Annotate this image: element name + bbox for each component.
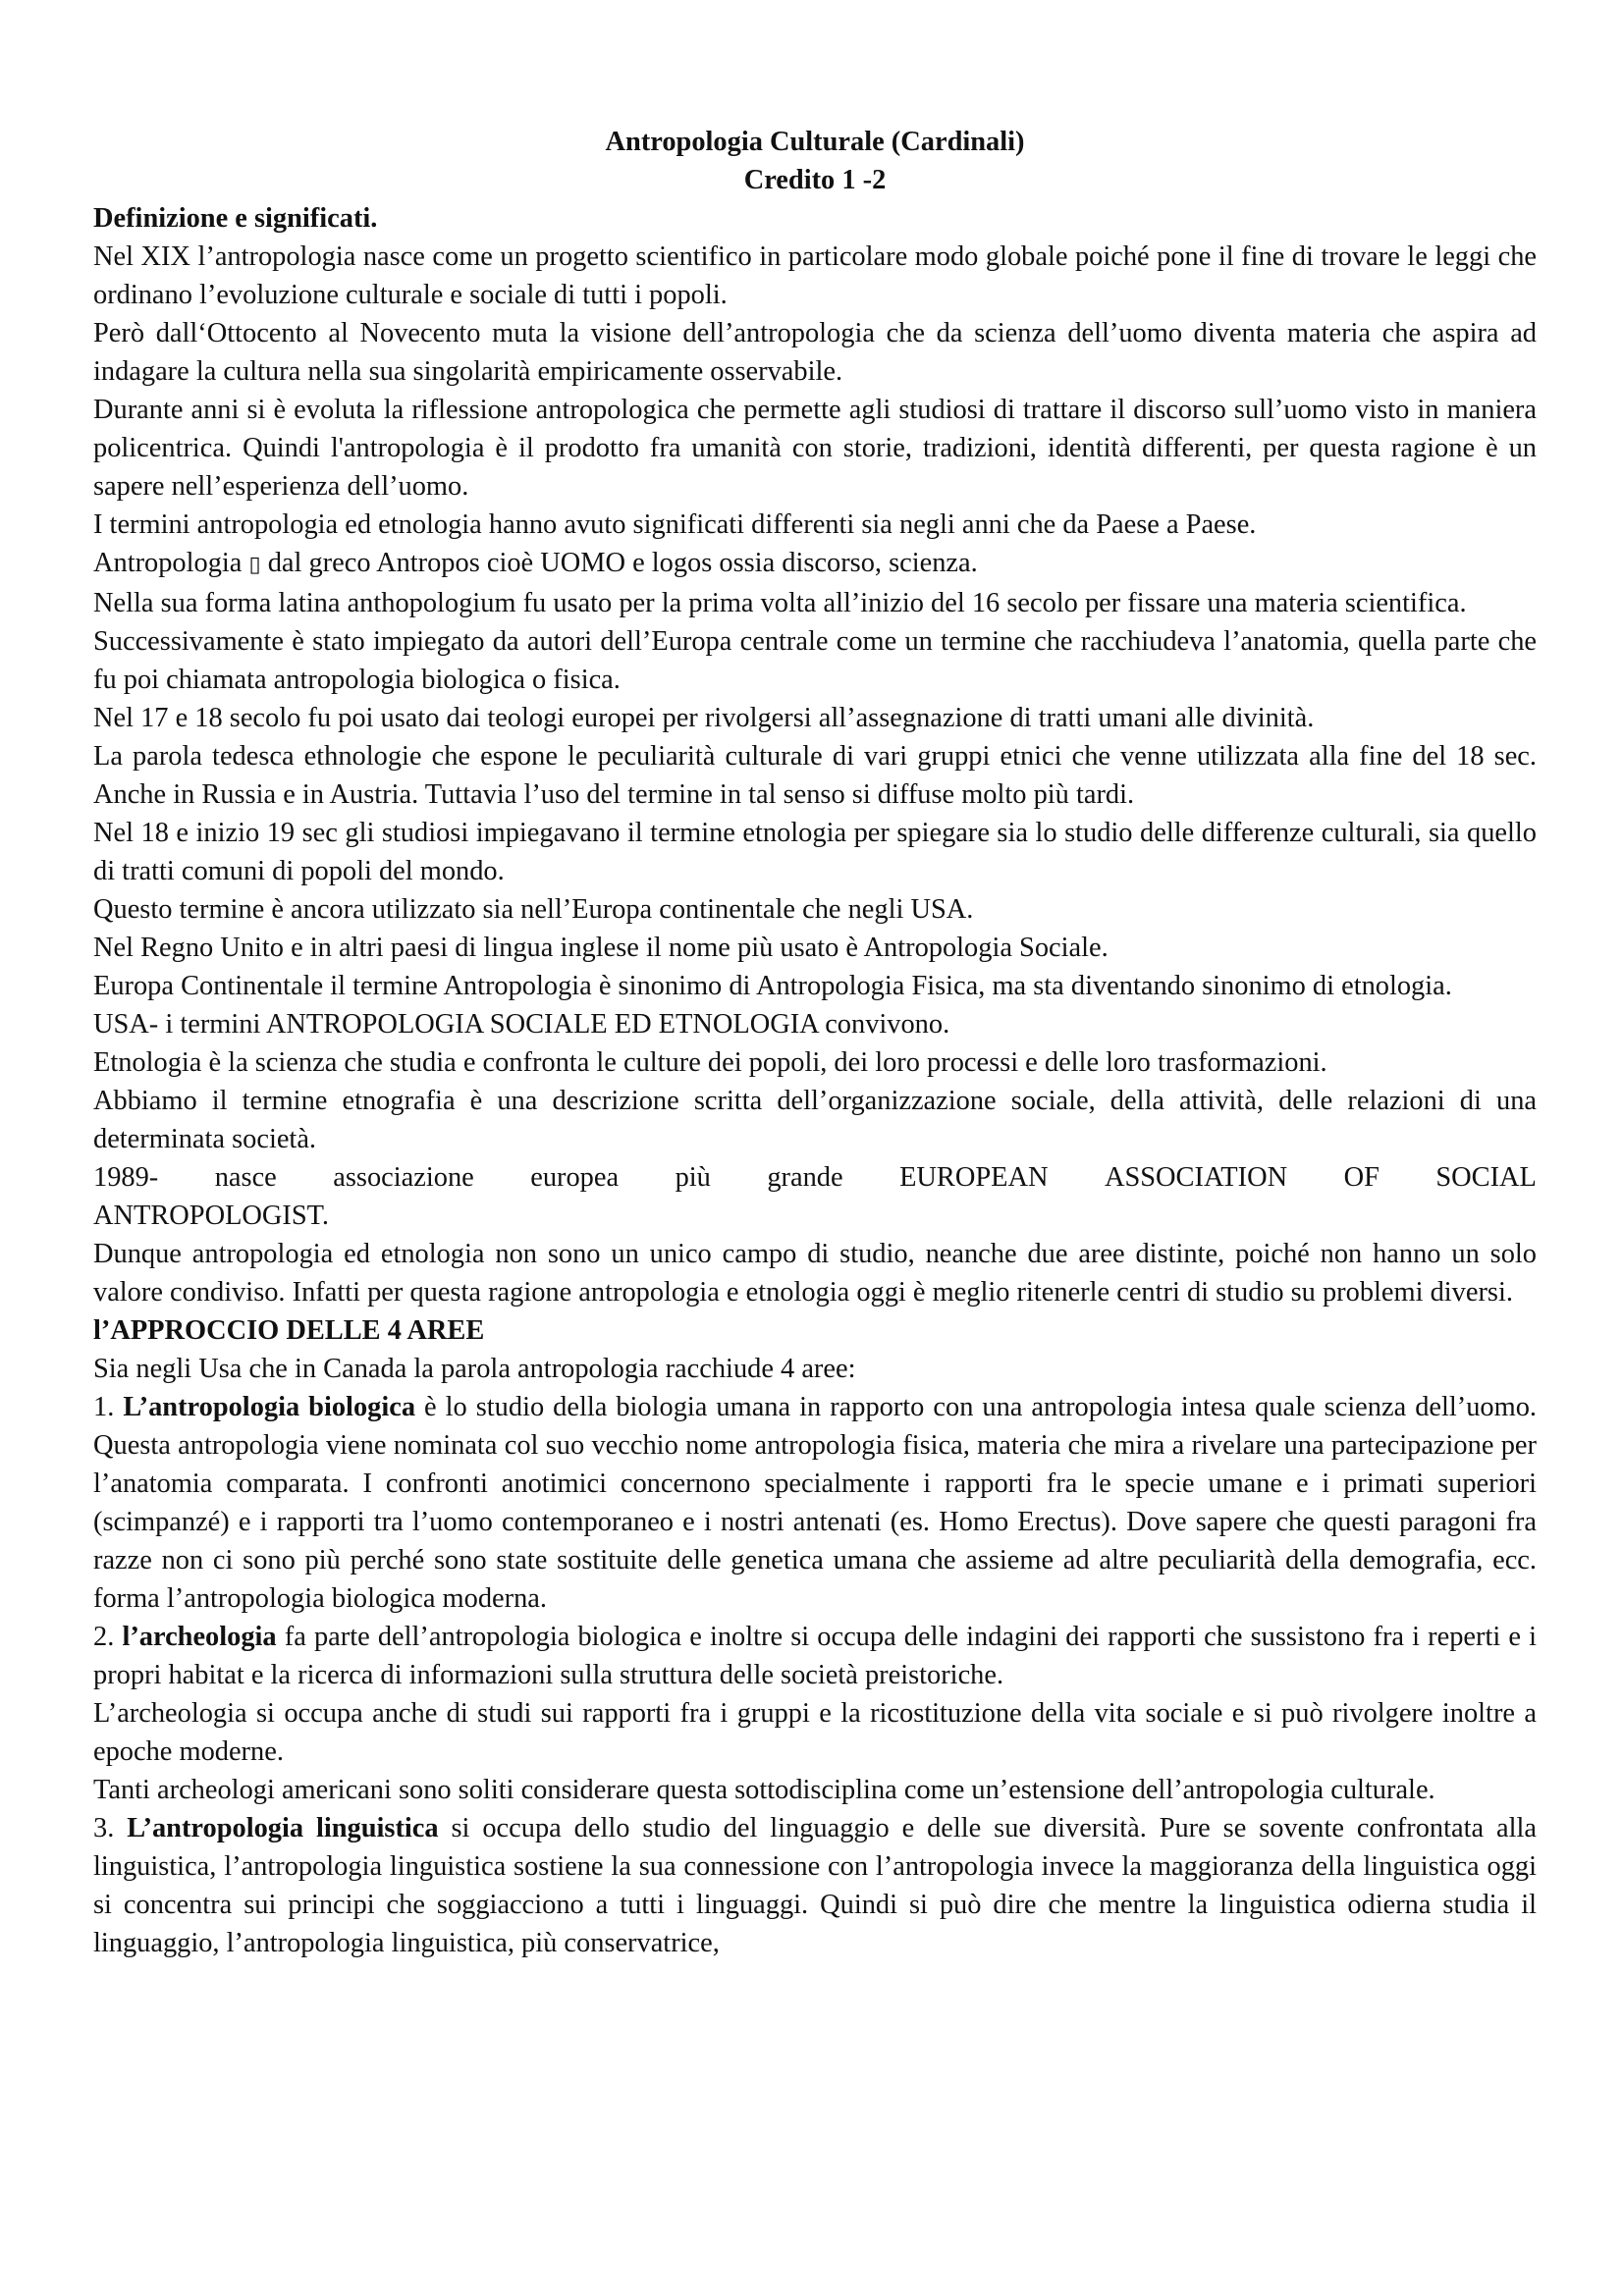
paragraph: Etnologia è la scienza che studia e confronta le culture dei popoli, dei loro processi e delle loro trasformazioni. — [93, 1047, 1327, 1078]
paragraph: Però dall‘Ottocento al Novecento muta la visione dell’antropologia che da scienza dell’uomo diventa materia che aspira ad indagare la cultura nella sua singolarità empiricamente osservabile. — [93, 318, 1537, 387]
list-item-term: l’archeologia — [122, 1622, 277, 1652]
document-title: Antropologia Culturale (Cardinali) — [605, 127, 1025, 157]
section-heading-definizione: Definizione e significati. — [93, 203, 378, 234]
list-item-text: si occupa dello studio del linguaggio e delle sue diversità. Pure se sovente confrontata alla linguistica, l’antropologia linguistica sostiene la sua connessione con l’antropologia invece la maggioranza della linguistica oggi si concentra sui principi che soggiacciono a tutti i linguaggi. Quindi si può dire che mentre la linguistica odierna studia il linguaggio, l’antropologia linguistica, più conservatrice, — [93, 1813, 1537, 1958]
document-subtitle: Credito 1 -2 — [743, 165, 887, 195]
paragraph: I termini antropologia ed etnologia hanno avuto significati differenti sia negli anni che da Paese a Paese. — [93, 509, 1257, 540]
list-item-term: L’antropologia linguistica — [127, 1813, 439, 1843]
word: europea — [530, 1162, 620, 1193]
paragraph: Tanti archeologi americani sono soliti considerare questa sottodisciplina come un’estensione dell’antropologia culturale. — [93, 1775, 1435, 1805]
list-item-term: L’antropologia biologica — [123, 1392, 416, 1422]
paragraph: Abbiamo il termine etnografia è una descrizione scritta dell’organizzazione sociale, della attività, delle relazioni di una determinata società. — [93, 1086, 1537, 1154]
text-run: Antropologia — [93, 548, 249, 578]
word: grande — [767, 1162, 843, 1193]
paragraph: Dunque antropologia ed etnologia non sono un unico campo di studio, neanche due aree distinte, poiché non hanno un solo valore condiviso. Infatti per questa ragione antropologia e etnologia oggi è meglio ritenerle centri di studio su problemi diversi. — [93, 1239, 1537, 1308]
word: EUROPEAN — [899, 1162, 1049, 1193]
paragraph: USA- i termini ANTROPOLOGIA SOCIALE ED ETNOLOGIA convivono. — [93, 1009, 950, 1040]
paragraph — [93, 544, 1537, 584]
section-heading-approccio: l’APPROCCIO DELLE 4 AREE — [93, 1315, 485, 1346]
paragraph: Nel 18 e inizio 19 sec gli studiosi impiegavano il termine etnologia per spiegare sia lo studio delle differenze culturali, sia quello di tratti comuni di popoli del mondo. — [93, 818, 1537, 886]
word: ASSOCIATION — [1104, 1162, 1288, 1193]
paragraph: Sia negli Usa che in Canada la parola antropologia racchiude 4 aree: — [93, 1354, 856, 1384]
paragraph: Questo termine è ancora utilizzato sia nell’Europa continentale che negli USA. — [93, 894, 974, 925]
list-number: 3. — [93, 1813, 128, 1843]
list-item-text: è lo studio della biologia umana in rapporto con una antropologia intesa quale scienza dell’uomo. Questa antropologia viene nominata col suo vecchio nome antropologia fisica, materia che mira a rivelare una partecipazione per l’anatomia comparata. I confronti anotimici concernono specialmente i rapporti fra le specie umane e i primati superiori (scimpanzé) e i rapporti tra l’uomo contemporaneo e i nostri antenati (es. Homo Erectus). Dove sapere che questi paragoni fra razze non ci sono più perché sono state sostituite delle genetica umana che assieme ad altre peculiarità della demografia, ecc. forma l’antropologia biologica moderna. — [93, 1392, 1537, 1614]
word: più — [675, 1162, 711, 1193]
list-item-text: fa parte dell’antropologia biologica e inoltre si occupa delle indagini dei rapporti che sussistono fra i reperti e i propri habitat e la ricerca di informazioni sulla struttura delle società preistoriche. — [93, 1622, 1538, 1690]
paragraph: Nel XIX l’antropologia nasce come un progetto scientifico in particolare modo globale poiché pone il fine di trovare le leggi che ordinano l’evoluzione culturale e sociale di tutti i popoli. — [93, 241, 1537, 310]
list-item-linguistica — [93, 1809, 1537, 1962]
text-run: dal greco Antropos cioè UOMO e logos ossia discorso, scienza. — [260, 548, 978, 578]
paragraph: Durante anni si è evoluta la riflessione antropologica che permette agli studiosi di trattare il discorso sull’uomo visto in maniera policentrica. Quindi l'antropologia è il prodotto fra umanità con storie, tradizioni, identità differenti, per questa ragione è un sapere nell’esperienza dell’uomo. — [93, 395, 1537, 502]
word: associazione — [333, 1162, 474, 1193]
paragraph: Nel Regno Unito e in altri paesi di lingua inglese il nome più usato è Antropologia Sociale. — [93, 933, 1109, 963]
paragraph: La parola tedesca ethnologie che espone le peculiarità culturale di vari gruppi etnici che venne utilizzata alla fine del 18 sec. Anche in Russia e in Austria. Tuttavia l’uso del termine in tal senso si diffuse molto più tardi. — [93, 741, 1537, 810]
word: SOCIAL — [1435, 1162, 1537, 1193]
paragraph: Nel 17 e 18 secolo fu poi usato dai teologi europei per rivolgersi all’assegnazione di tratti umani alle divinità. — [93, 703, 1315, 733]
list-item-archeologia — [93, 1618, 1537, 1694]
list-number: 1. — [93, 1392, 124, 1422]
list-number: 2. — [93, 1622, 123, 1652]
missing-glyph-symbol: ▯ — [248, 553, 261, 577]
paragraph: Successivamente è stato impiegato da autori dell’Europa centrale come un termine che racchiudeva l’anatomia, quella parte che fu poi chiamata antropologia biologica o fisica. — [93, 626, 1537, 695]
paragraph: Europa Continentale il termine Antropologia è sinonimo di Antropologia Fisica, ma sta diventando sinonimo di etnologia. — [93, 971, 1452, 1001]
document-page — [93, 123, 1537, 1962]
paragraph-justified-line — [93, 1158, 1537, 1197]
list-item-biologica — [93, 1388, 1537, 1618]
word: 1989- — [93, 1162, 159, 1193]
word: nasce — [214, 1162, 277, 1193]
paragraph: L’archeologia si occupa anche di studi sui rapporti fra i gruppi e la ricostituzione della vita sociale e si può rivolgere inoltre a epoche moderne. — [93, 1698, 1537, 1767]
paragraph: Nella sua forma latina anthopologium fu usato per la prima volta all’inizio del 16 secolo per fissare una materia scientifica. — [93, 588, 1467, 618]
paragraph: ANTROPOLOGIST. — [93, 1201, 330, 1231]
word: OF — [1343, 1162, 1380, 1193]
